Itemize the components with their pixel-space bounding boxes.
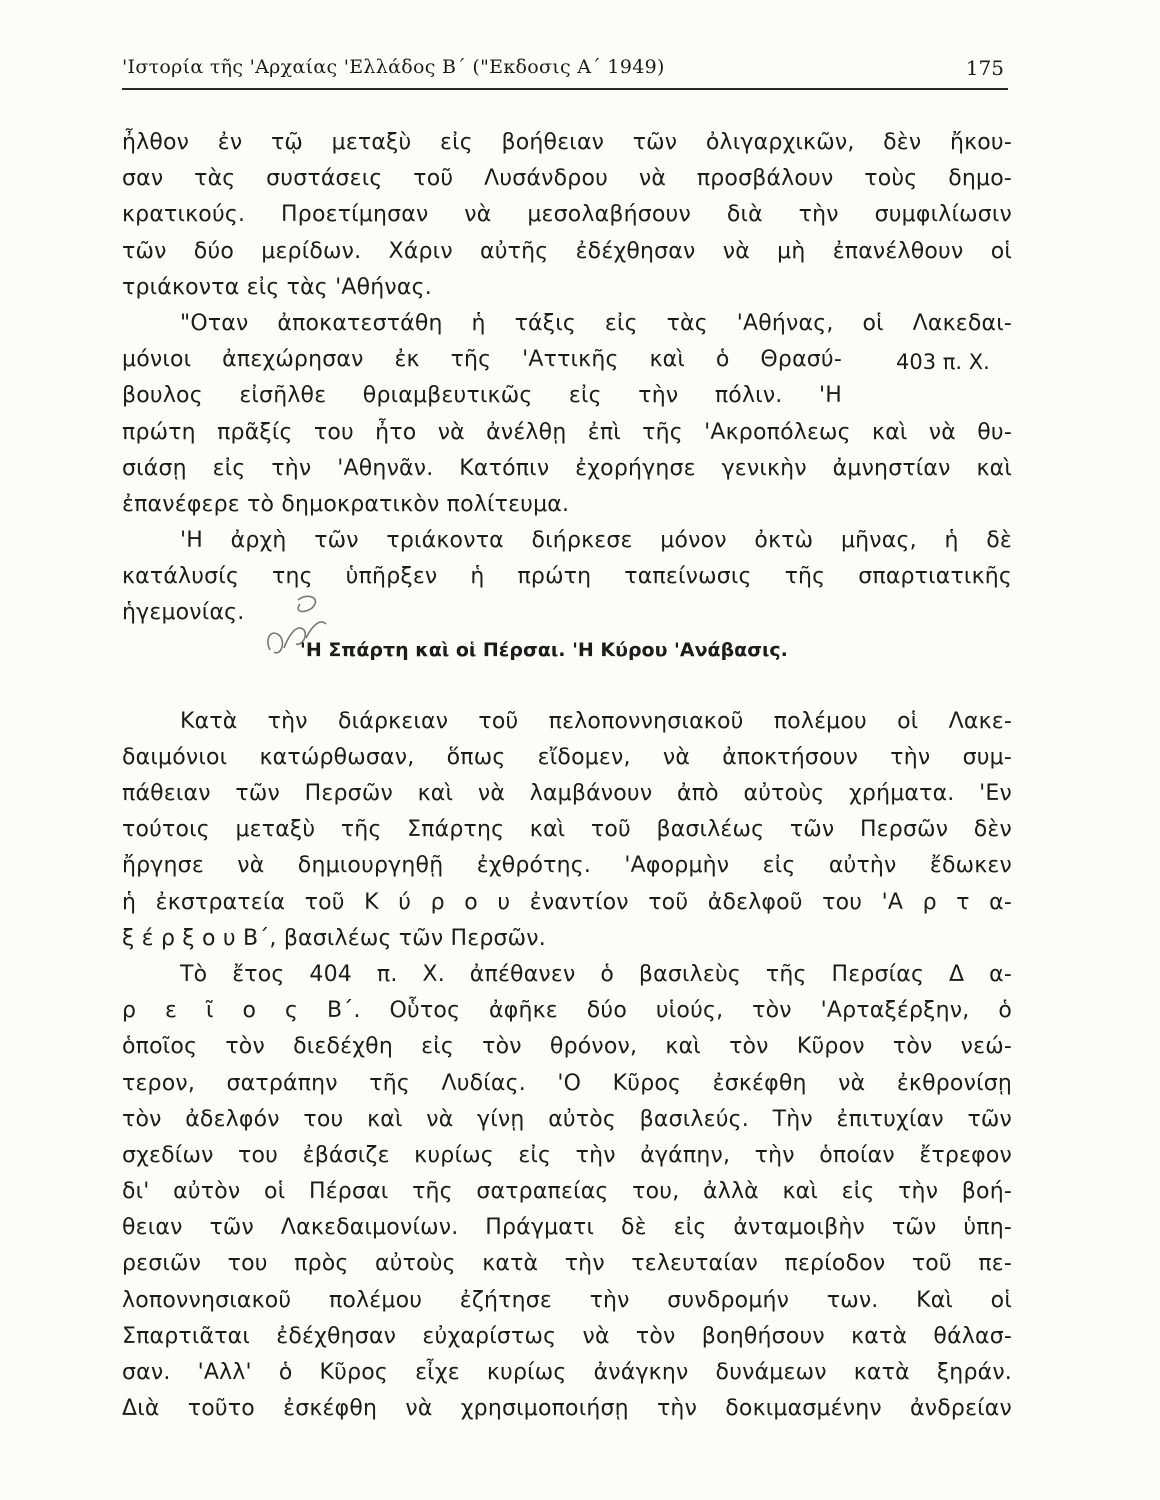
text-line: Διὰ τοῦτο ἐσκέφθη νὰ χρησιμοποιήσῃ τὴν δοκιμασμένην ἀνδρείαν [122, 1396, 1012, 1422]
page-number: 175 [965, 56, 1004, 80]
text-line: δαιμόνιοι κατώρθωσαν, ὅπως εἴδομεν, νὰ ἀποκτήσουν τὴν συμ- [122, 744, 1012, 770]
text-line: βουλος εἰσῆλθε θριαμβευτικῶς εἰς τὴν πόλιν. 'Η [122, 383, 842, 409]
section-heading: 'Η Σπάρτη καὶ οἱ Πέρσαι. 'Η Κύρου 'Ανάβασις. [300, 638, 788, 661]
text-line: 'Η ἀρχὴ τῶν τριάκοντα διήρκεσε μόνον ὀκτὼ μῆνας, ἡ δὲ [180, 528, 1012, 554]
text-line: τὸν ἀδελφόν του καὶ νὰ γίνῃ αὐτὸς βασιλεύς. Τὴν ἐπιτυχίαν τῶν [122, 1106, 1012, 1132]
text-line: θειαν τῶν Λακεδαιμονίων. Πράγματι δὲ εἰς ἀνταμοιβὴν τῶν ὑπη- [122, 1215, 1012, 1241]
text-line: κατάλυσίς της ὑπῆρξεν ἡ πρώτη ταπείνωσις τῆς σπαρτιατικῆς [122, 564, 1012, 590]
text-line: ἡγεμονίας. [122, 600, 245, 626]
text-line: τούτοις μεταξὺ τῆς Σπάρτης καὶ τοῦ βασιλέως τῶν Περσῶν δὲν [122, 817, 1012, 843]
text-line: ρ ε ῖ ο ς Β΄. Οὗτος ἀφῆκε δύο υἱούς, τὸν 'Αρταξέρξην, ὁ [122, 998, 1012, 1024]
text-line: πρώτη πρᾶξίς του ἦτο νὰ ἀνέλθῃ ἐπὶ τῆς 'Ακροπόλεως καὶ νὰ θυ- [122, 419, 1012, 445]
running-title: 'Ιστορία τῆς 'Αρχαίας 'Ελλάδος Β΄ ("Εκδοσις Α΄ 1949) [122, 56, 665, 78]
text-line: δι' αὐτὸν οἱ Πέρσαι τῆς σατραπείας του, ἀλλὰ καὶ εἰς τὴν βοή- [122, 1179, 1012, 1205]
text-line: πάθειαν τῶν Περσῶν καὶ νὰ λαμβάνουν ἀπὸ αὐτοὺς χρήματα. 'Εν [122, 781, 1012, 806]
text-line: ἤργησε νὰ δημιουργηθῇ ἐχθρότης. 'Αφορμὴν εἰς αὐτὴν ἔδωκεν [122, 853, 1012, 879]
header-rule [122, 88, 1008, 90]
text-line: σιάσῃ εἰς τὴν 'Αθηνᾶν. Κατόπιν ἐχορήγησε γενικὴν ἀμνηστίαν καὶ [122, 455, 1012, 481]
text-line: Τὸ ἔτος 404 π. Χ. ἀπέθανεν ὁ βασιλεὺς τῆς Περσίας Δ α- [180, 961, 1012, 987]
text-line: ὁποῖος τὸν διεδέχθη εἰς τὸν θρόνον, καὶ τὸν Κῦρον τὸν νεώ- [122, 1034, 1012, 1060]
text-line: σαν. 'Αλλ' ὁ Κῦρος εἶχε κυρίως ἀνάγκην δυνάμεων κατὰ ξηράν. [122, 1360, 1012, 1385]
text-line: σαν τὰς συστάσεις τοῦ Λυσάνδρου νὰ προσβάλουν τοὺς δημο- [122, 166, 1012, 192]
text-line: τριάκοντα εἰς τὰς 'Αθήνας. [122, 274, 432, 300]
text-line: ἐπανέφερε τὸ δημοκρατικὸν πολίτευμα. [122, 491, 570, 517]
running-header [122, 50, 1008, 90]
margin-date-note: 403 π. Χ. [896, 350, 990, 374]
text-line: κρατικούς. Προετίμησαν νὰ μεσολαβήσουν διὰ τὴν συμφιλίωσιν [122, 202, 1012, 228]
text-line: ξ έ ρ ξ ο υ Β΄, βασιλέως τῶν Περσῶν. [122, 925, 546, 951]
text-line: σχεδίων του ἐβάσιζε κυρίως εἰς τὴν ἀγάπην, τὴν ὁποίαν ἔτρεφον [122, 1142, 1012, 1168]
text-line: τερον, σατράπην τῆς Λυδίας. 'Ο Κῦρος ἐσκέφθη νὰ ἐκθρονίσῃ [122, 1070, 1012, 1096]
text-line: ρεσιῶν του πρὸς αὐτοὺς κατὰ τὴν τελευταίαν περίοδον τοῦ πε- [122, 1251, 1012, 1277]
text-line: Κατὰ τὴν διάρκειαν τοῦ πελοποννησιακοῦ πολέμου οἱ Λακε- [180, 708, 1012, 734]
text-line: λοποννησιακοῦ πολέμου ἐζήτησε τὴν συνδρομήν των. Καὶ οἱ [122, 1287, 1012, 1313]
text-line: ἡ ἐκστρατεία τοῦ Κ ύ ρ ο υ ἐναντίον τοῦ ἀδελφοῦ του 'Α ρ τ α- [122, 889, 1012, 915]
text-line: "Οταν ἀποκατεστάθη ἡ τάξις εἰς τὰς 'Αθήνας, οἱ Λακεδαι- [180, 310, 1012, 336]
body-text [122, 125, 1012, 1427]
text-line: Σπαρτιᾶται ἐδέχθησαν εὐχαρίστως νὰ τὸν βοηθήσουν κατὰ θάλασ- [122, 1323, 1012, 1349]
text-line: τῶν δύο μερίδων. Χάριν αὐτῆς ἐδέχθησαν νὰ μὴ ἐπανέλθουν οἱ [122, 238, 1012, 264]
text-line: ἦλθον ἐν τῷ μεταξὺ εἰς βοήθειαν τῶν ὀλιγαρχικῶν, δὲν ἤκου- [122, 130, 1012, 155]
text-line: μόνιοι ἀπεχώρησαν ἐκ τῆς 'Αττικῆς καὶ ὁ Θρασύ- [122, 347, 842, 373]
